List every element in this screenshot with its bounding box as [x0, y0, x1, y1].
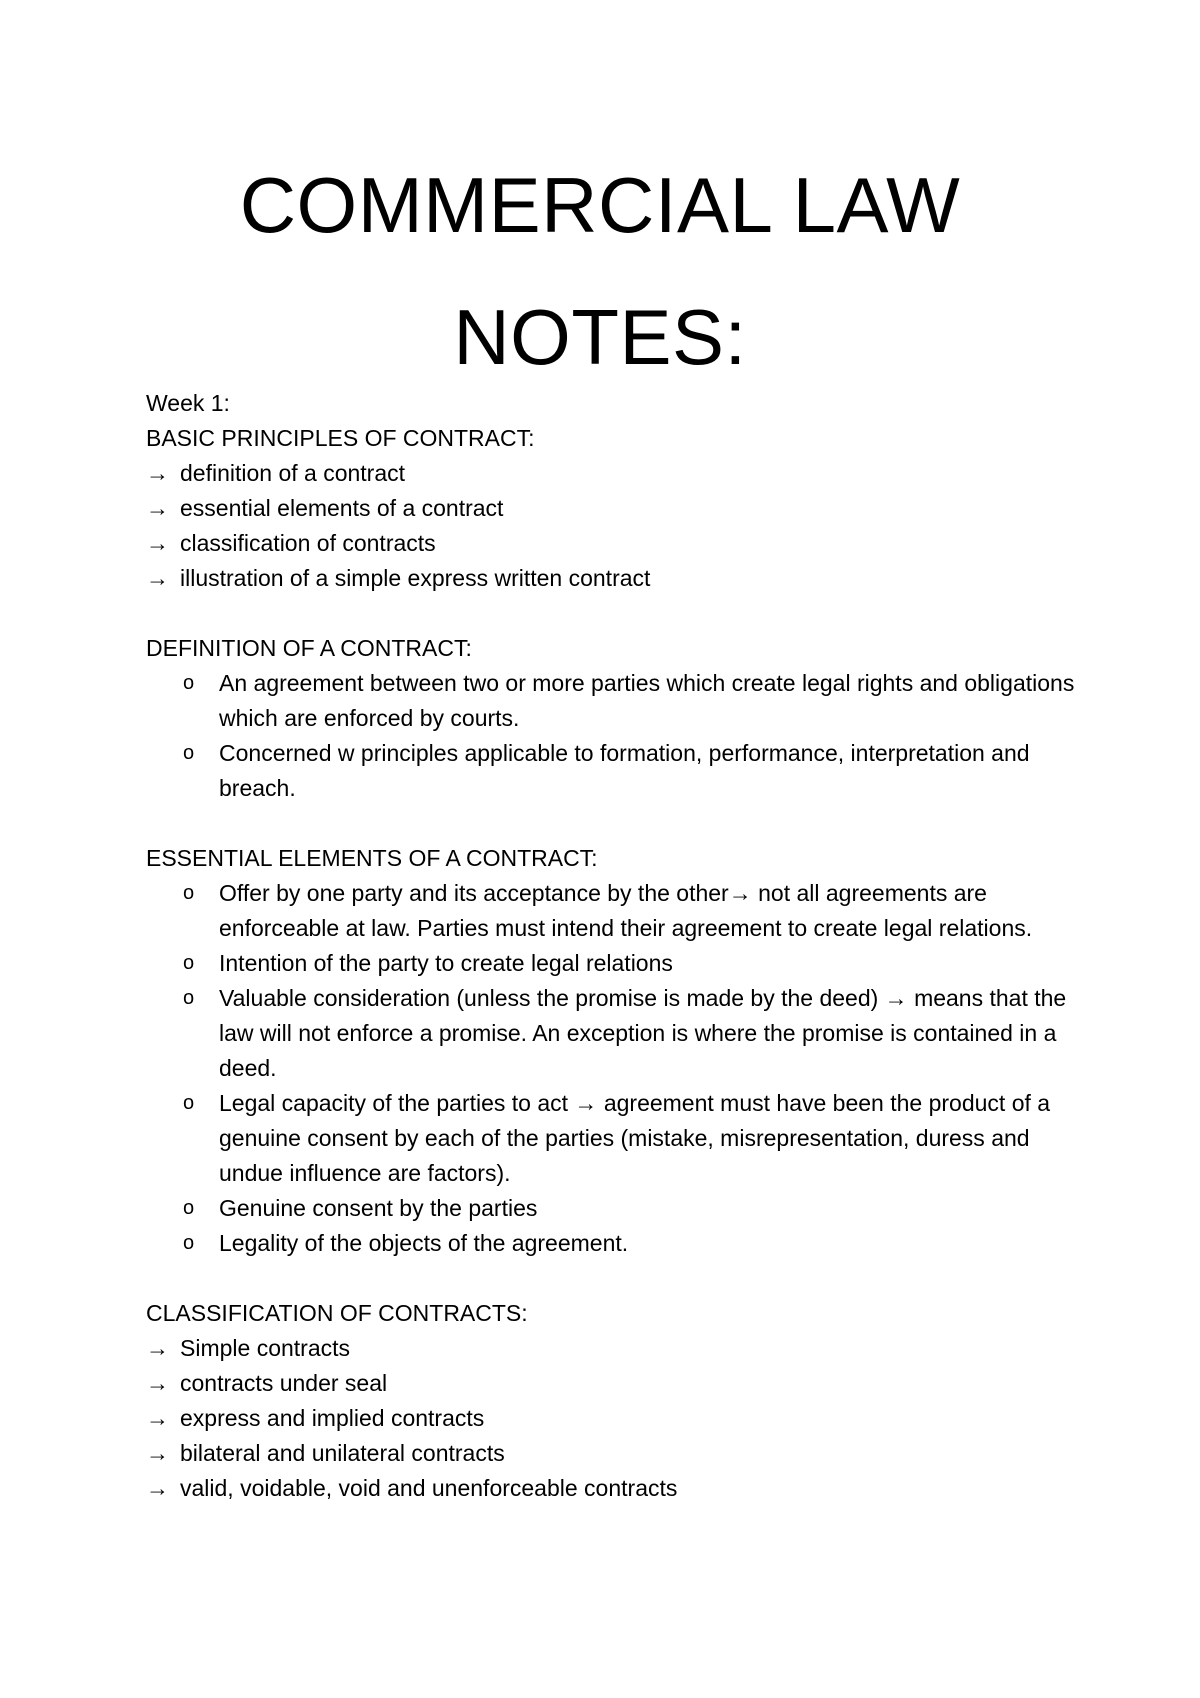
arrow-right-icon: →	[146, 565, 169, 591]
spacer	[146, 596, 1086, 631]
arrow-right-icon: →	[146, 460, 169, 486]
list-item: o An agreement between two or more parties which create legal rights and obligations which are enforced by courts.	[146, 666, 1086, 736]
circle-bullet-icon: o	[183, 742, 195, 764]
list-item: → definition of a contract	[146, 456, 1086, 491]
list-item: o Legality of the objects of the agreement.	[146, 1226, 1086, 1261]
section-heading-definition: DEFINITION OF A CONTRACT:	[146, 635, 472, 661]
essential-elements-list	[146, 876, 1086, 1261]
list-item: o Concerned w principles applicable to formation, performance, interpretation and breach.	[146, 736, 1086, 806]
list-item: → bilateral and unilateral contracts	[146, 1436, 1086, 1471]
arrow-right-icon: →	[146, 1335, 169, 1361]
list-item: → illustration of a simple express written contract	[146, 561, 1086, 596]
spacer	[146, 1261, 1086, 1296]
document-body	[146, 386, 1086, 1506]
list-item: → Simple contracts	[146, 1331, 1086, 1366]
section-heading-essential-elements: ESSENTIAL ELEMENTS OF A CONTRACT:	[146, 845, 598, 871]
week-label: Week 1:	[146, 390, 230, 416]
list-item: o Legal capacity of the parties to act → agreement must have been the product of a genuine consent by each of the parties (mistake, misrepresentation, duress and undue influence are factors).	[146, 1086, 1086, 1191]
section-heading-classification: CLASSIFICATION OF CONTRACTS:	[146, 1300, 528, 1326]
arrow-right-icon: →	[146, 1475, 169, 1501]
circle-bullet-icon: o	[183, 1197, 195, 1219]
circle-bullet-icon: o	[183, 1232, 195, 1254]
circle-bullet-icon: o	[183, 882, 195, 904]
list-item: o Genuine consent by the parties	[146, 1191, 1086, 1226]
definition-list	[146, 666, 1086, 806]
circle-bullet-icon: o	[183, 987, 195, 1009]
spacer	[146, 806, 1086, 841]
circle-bullet-icon: o	[183, 1092, 195, 1114]
list-item: → classification of contracts	[146, 526, 1086, 561]
arrow-right-icon: →	[146, 1440, 169, 1466]
list-item: → essential elements of a contract	[146, 491, 1086, 526]
circle-bullet-icon: o	[183, 952, 195, 974]
arrow-right-icon: →	[146, 1370, 169, 1396]
arrow-right-icon: →	[146, 495, 169, 521]
section-heading-basic-principles: BASIC PRINCIPLES OF CONTRACT:	[146, 425, 535, 451]
arrow-right-icon: →	[146, 530, 169, 556]
list-item: o Offer by one party and its acceptance by the other→ not all agreements are enforceable at law. Parties must intend their agreement to create legal relations.	[146, 876, 1086, 946]
document-title-line-2: NOTES:	[453, 293, 747, 381]
circle-bullet-icon: o	[183, 672, 195, 694]
list-item: o Intention of the party to create legal relations	[146, 946, 1086, 981]
list-item: → contracts under seal	[146, 1366, 1086, 1401]
document-title-line-1: COMMERCIAL LAW	[239, 161, 961, 249]
list-item: → express and implied contracts	[146, 1401, 1086, 1436]
list-item: o Valuable consideration (unless the promise is made by the deed) → means that the law will not enforce a promise. An exception is where the promise is contained in a deed.	[146, 981, 1086, 1086]
arrow-right-icon: →	[146, 1405, 169, 1431]
list-item: → valid, voidable, void and unenforceable contracts	[146, 1471, 1086, 1506]
